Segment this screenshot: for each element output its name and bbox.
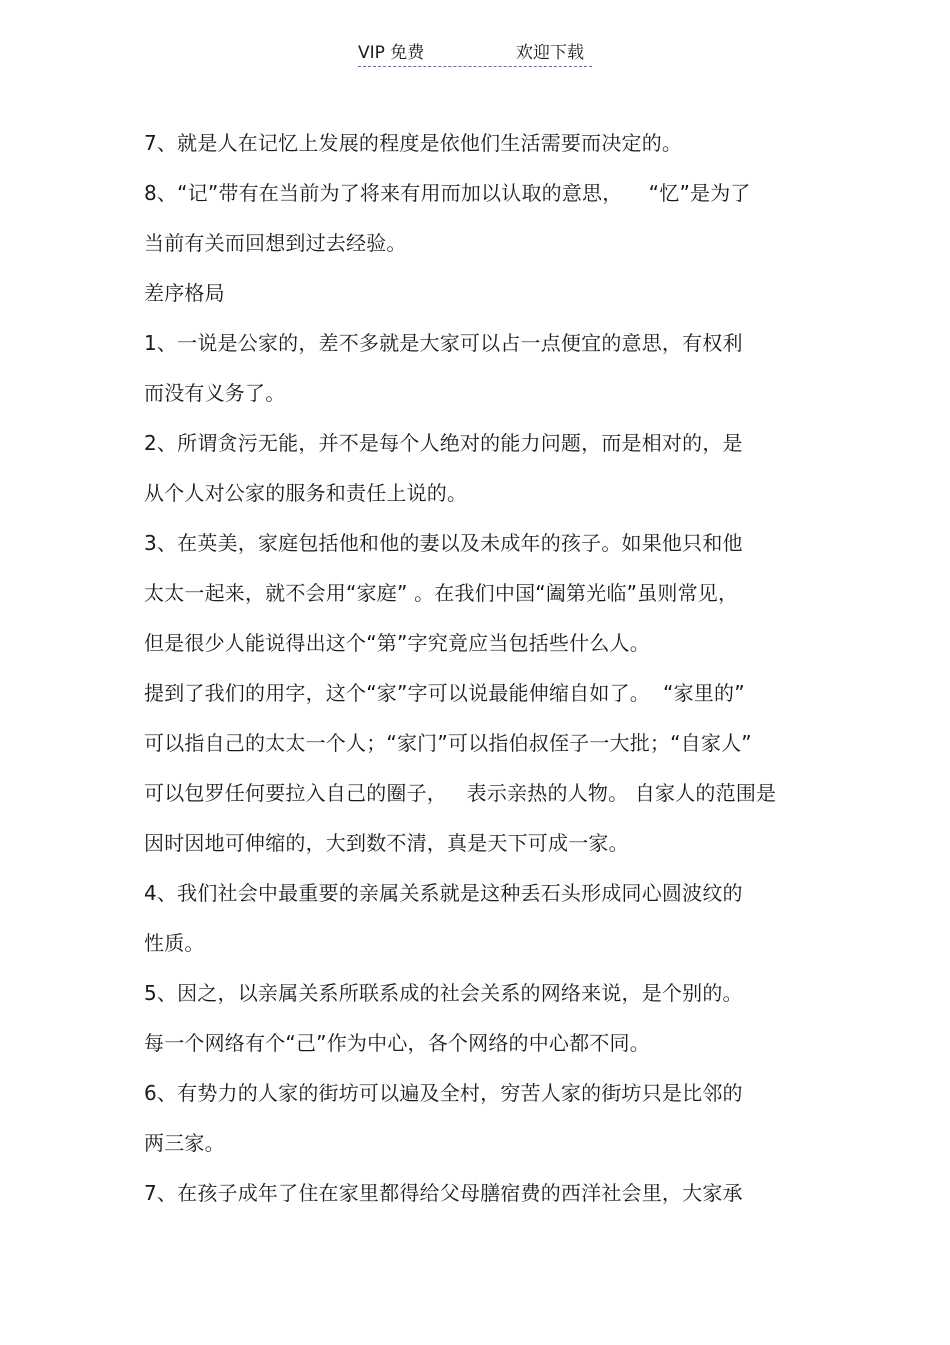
text-line: 性质。 [144, 931, 205, 955]
text-line: 8、“记”带有在当前为了将来有用而加以认取的意思， “忆”是为了 [144, 181, 751, 205]
text-line: 6、有势力的人家的街坊可以遍及全村，穷苦人家的街坊只是比邻的 [144, 1081, 743, 1105]
text-line: 但是很少人能说得出这个“第”字究竟应当包括些什么人。 [144, 631, 650, 655]
text-line: 当前有关而回想到过去经验。 [144, 231, 407, 255]
section-heading: 差序格局 [144, 281, 225, 305]
text-line: 从个人对公家的服务和责任上说的。 [144, 481, 468, 505]
header-vip-free-text: VIP 免费 [358, 43, 425, 63]
text-line: 5、因之，以亲属关系所联系成的社会关系的网络来说，是个别的。 [144, 981, 743, 1005]
document-body [144, 118, 814, 1218]
page-header [358, 42, 592, 67]
text-line: 太太一起来，就不会用“家庭” 。在我们中国“阖第光临”虽则常见， [144, 581, 739, 605]
text-line: 因时因地可伸缩的，大到数不清，真是天下可成一家。 [144, 831, 629, 855]
text-line: 7、在孩子成年了住在家里都得给父母膳宿费的西洋社会里，大家承 [144, 1181, 743, 1205]
text-line: 1、一说是公家的，差不多就是大家可以占一点便宜的意思，有权利 [144, 331, 743, 355]
text-line: 提到了我们的用字，这个“家”字可以说最能伸缩自如了。 “家里的” [144, 681, 745, 705]
text-line: 7、就是人在记忆上发展的程度是依他们生活需要而决定的。 [144, 131, 683, 155]
text-line: 每一个网络有个“己”作为中心，各个网络的中心都不同。 [144, 1031, 650, 1055]
text-line: 4、我们社会中最重要的亲属关系就是这种丢石头形成同心圆波纹的 [144, 881, 743, 905]
text-line: 3、在英美，家庭包括他和他的妻以及未成年的孩子。如果他只和他 [144, 531, 743, 555]
header-welcome-download-text: 欢迎下载 [516, 43, 584, 63]
text-line: 两三家。 [144, 1131, 225, 1155]
text-line: 2、所谓贪污无能，并不是每个人绝对的能力问题，而是相对的，是 [144, 431, 743, 455]
text-line: 而没有义务了。 [144, 381, 286, 405]
text-line: 可以包罗任何要拉入自己的圈子， 表示亲热的人物。 自家人的范围是 [144, 781, 777, 805]
text-line: 可以指自己的太太一个人；“家门”可以指伯叔侄子一大批；“自家人” [144, 731, 752, 755]
